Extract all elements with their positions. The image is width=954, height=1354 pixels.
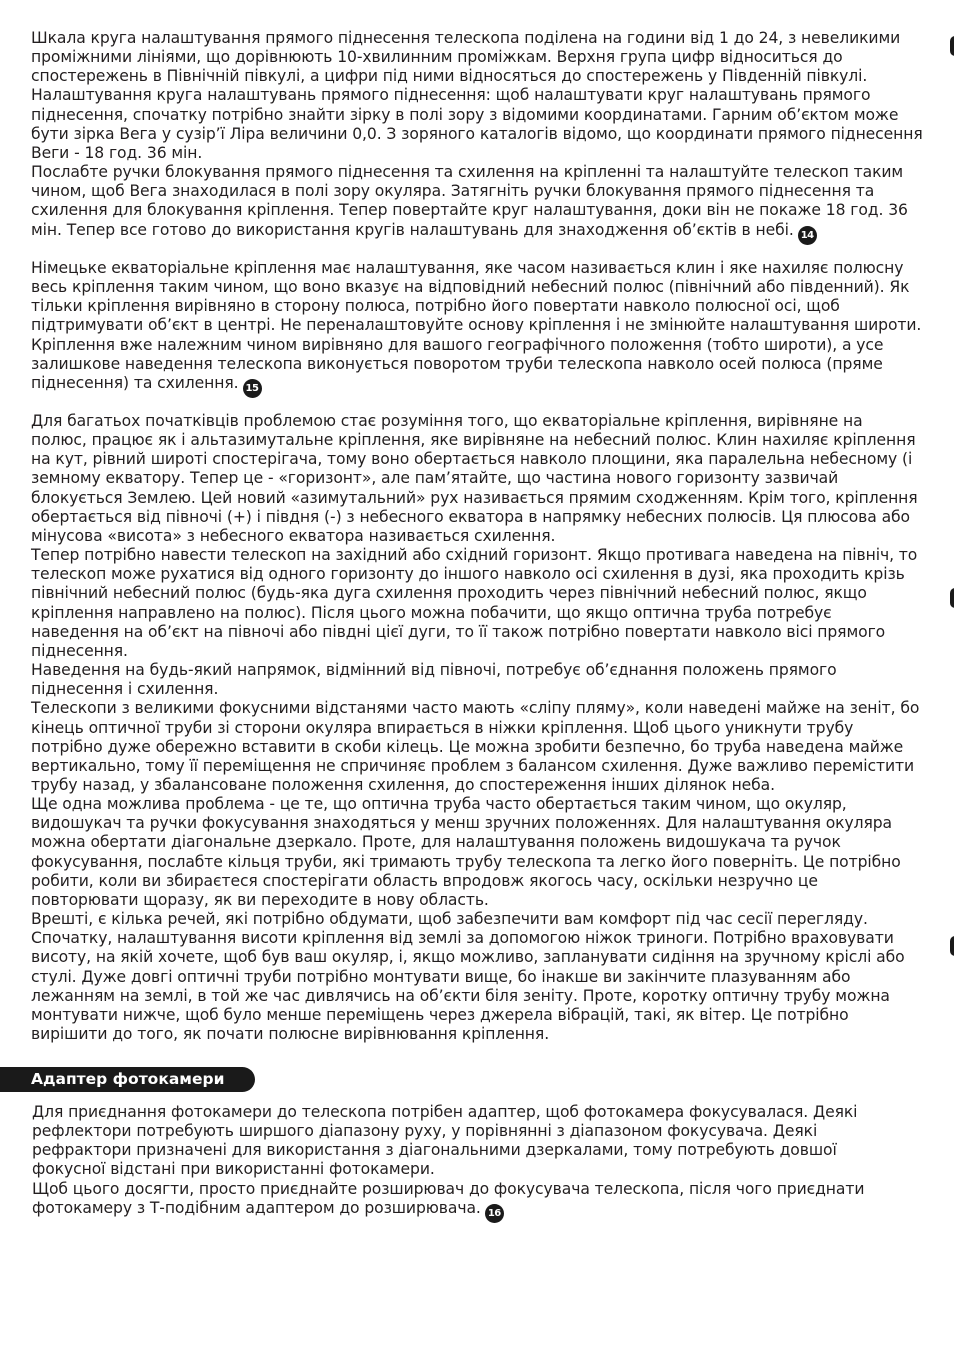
figure-reference-badge: 14 [798, 226, 817, 245]
paragraph: Телескопи з великими фокусними відстанями часто мають «сліпу пляму», коли наведені майже на зеніт, бо кінець оптичної труби зі сторони окуляра впирається в ніжки кріплення. Щоб цього уникнути трубу потрібно дуже обережно вставити в скоби кілець. Це можна зробити безпечно, бо труба наведена майже вертикально, тому її переміщення не спричиняє проблем з балансом схилення. Дуже важливо перемістити трубу назад, у збалансоване положення схилення, до спостереження інших ділянок неба. [31, 699, 920, 794]
figure-reference-badge: 16 [485, 1204, 504, 1223]
equatorial-mount-section [31, 259, 923, 398]
paragraph-text: Німецьке екваторіальне кріплення має налаштування, яке часом називається клин і яке нахиляє полюсну весь кріплення таким чином, що воно вказує на відповідний небесний полюс (північний або південний). Як тільки кріплення вирівняно в сторону полюса, потрібно його повертати навколо полюсної осі, щоб підтримувати об’єкт в центрі. Не переналаштовуйте основу кріплення і не змінюйте налаштування широти. Кріплення вже належним чином вирівняно для вашого географічного положення (тобто широти), а усе залишкове наведення телескопа виконується поворотом труби телескопа навколо осей полюса (пряме піднесення) та схилення. [31, 259, 922, 392]
paragraph: Тепер потрібно навести телескоп на західний або східний горизонт. Якщо противага наведена на північ, то телескоп може рухатися від одного горизонту до іншого навколо осі схилення в дузі, яка проходить крізь північний небесний полюс (будь-яка дуга схилення проходить через північний небесний полюс, якщо кріплення направлено на полюс). Після цього можна побачити, що якщо оптична труба потребує наведення на об’єкт на півночі або півдні цієї дуги, то її також потрібно повертати навколо вісі прямого піднесення. [31, 546, 918, 660]
paragraph: Для приєднання фотокамери до телескопа потрібен адаптер, щоб фотокамера фокусувалася. Деякі рефлектори потребують ширшого діапазону руху, у порівнянні з діапазоном фокусувача. Деякі рефрактори призначені для використання з діагональними дзеркалами, тому потребують довшої фокусної відстані при використанні фотокамери. [32, 1103, 858, 1179]
page-edge-tab-mark [950, 588, 954, 608]
paragraph-text: Послабте ручки блокування прямого піднесення та схилення на кріпленні та налаштуйте телескоп таким чином, щоб Вега знаходилася в полі зору окуляра. Затягніть ручки блокування прямого піднесення та схилення для блокування кріплення. Тепер повертайте круг налаштування, доки він не покаже 18 год. 36 мін. Тепер все готово до використання кругів налаштувань для знаходження об’єктів в небі. [31, 163, 908, 239]
paragraph: Наведення на будь-який напрямок, відмінний від півночі, потребує об’єднання положень прямого піднесення і схилення. [31, 661, 837, 699]
right-ascension-setting-circle-section [31, 29, 923, 245]
paragraph: Шкала круга налаштування прямого піднесення телескопа поділена на години від 1 до 24, з невеликими проміжними лініями, що дорівнюють 10-хвилинним проміжкам. Верхня група цифр відноситься до спостережень в Північній півкулі, а цифри під ними відносяться до спостережень у Південній півкулі. [31, 29, 901, 86]
paragraph-text: Щоб цього досягти, просто приєднайте розширювач до фокусувача телескопа, після чого приєднати фотокамеру з Т-подібним адаптером до розширювача. [32, 1179, 865, 1217]
figure-reference-badge: 15 [243, 379, 262, 398]
paragraph: Ще одна можлива проблема - це те, що оптична труба часто обертається таким чином, що окуляр, видошукач та ручки фокусування знаходяться у менш зручних положеннях. Для налаштування окуляра можна обертати діагональне дзеркало. Проте, для налаштування положень видошукача та ручок фокусування, послабте кільця труби, які тримають трубу телескопа та легко його поверніть. Це потрібно робити, коли ви збираєтеся спостерігати область впродовж якогось часу, оскільки незручно це повторювати щоразу, як ви переходите в нову область. [31, 795, 901, 909]
pointing-the-telescope-section [31, 412, 923, 1044]
paragraph [32, 1180, 912, 1223]
paragraph: Налаштування круга налаштувань прямого піднесення: щоб налаштувати круг налаштувань прямого піднесення, спочатку потрібно знайти зірку в полі зору з відомими координатами. Гарним об’єктом може бути зірка Вега у сузір’ї Ліра величини 0,0. З зоряного каталогів відомо, що координати прямого піднесення Веги - 18 год. 36 мін. [31, 86, 923, 162]
page-edge-tab-mark [950, 36, 954, 56]
page-edge-tab-mark [950, 936, 954, 956]
camera-adapter-section [32, 1103, 912, 1223]
paragraph: Врешті, є кілька речей, які потрібно обдумати, щоб забезпечити вам комфорт під час сесії перегляду. Спочатку, налаштування висоти кріплення від землі за допомогою ніжок триноги. Потрібно враховувати висоту, на якій хочете, щоб був ваш окуляр, і, якщо можливо, запланувати сидіння на зручному кріслі або стулі. Дуже довгі оптичні труби потрібно монтувати вище, бо інакше ви закінчите плазуванням або лежанням на землі, в той же час дивлячись на об’єкти біля зеніту. Проте, коротку оптичну трубу можна монтувати нижче, щоб було менше переміщень через джерела вібрацій, такі, як вітер. Це потрібно вирішити до того, як почати полюсне вирівнювання кріплення. [31, 910, 905, 1043]
paragraph [31, 163, 923, 244]
paragraph: Для багатьох початківців проблемою стає розуміння того, що екваторіальне кріплення, вирівняне на полюс, працює як і альтазимутальне кріплення, яке вирівняне на небесний полюс. Клин нахиляє кріплення на кут, рівний широті спостерігача, тому воно обертається навколо площини, яка паралельна небесному (і земному екватору. Тепер це - «горизонт», але пам’ятайте, що частина нового горизонту зазвичай блокується Землею. Цей новий «азимутальний» рух називається прямим сходженням. Крім того, кріплення обертається від півночі (+) і півдня (-) з небесного екватора в напрямку небесних полюсів. Ця плюсова або мінусова «висота» з небесного екватора називається схилення. [31, 412, 918, 545]
section-heading-label: Адаптер фотокамери [31, 1070, 225, 1088]
section-heading-camera-adapter [0, 1067, 255, 1092]
paragraph [31, 259, 923, 398]
